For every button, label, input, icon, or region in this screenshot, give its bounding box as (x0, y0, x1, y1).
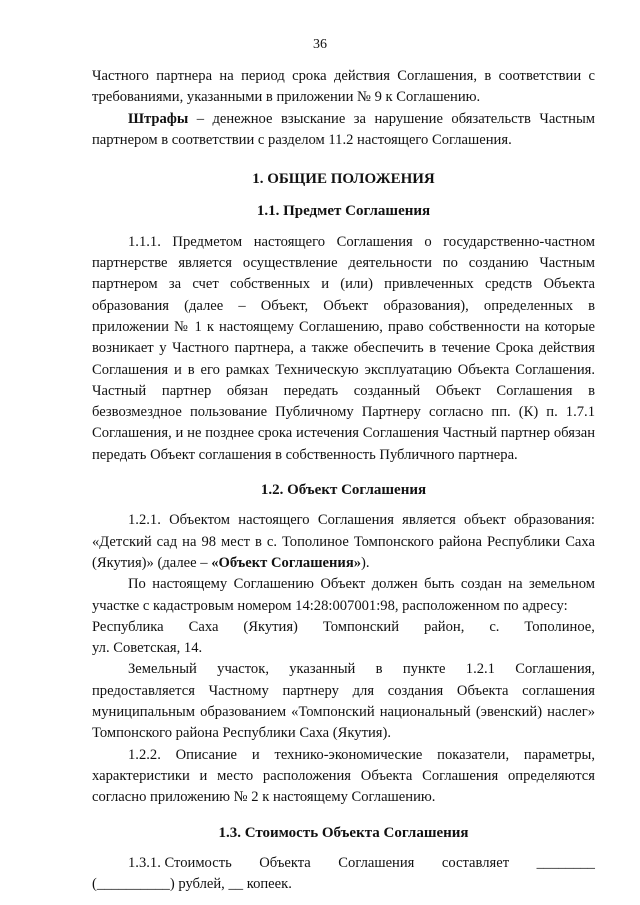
clause-1-1-1: 1.1.1. Предметом настоящего Соглашения о государственно-частном партнерстве является осуществление деятельности по созданию Частным партнером за счет собственных и (или) привлеченных средств Объекта образования (далее – Объект, Объект образования), определенных в приложении № 1 к настоящему Соглашению, право собственности на которые возникает у Частного партнера, а также обеспечить в течение Срока действия Соглашения и в его рамках Техническую эксплуатацию Объекта Соглашения. Частный партнер обязан передать созданный Объект Соглашения в безвозмездное пользование Публичному Партнеру согласно пп. (К) п. 1.7.1 Соглашения, и не позднее срока истечения Соглашения Частный партнер обязан передать Объект соглашения в собственность Публичного партнера. (92, 233, 595, 463)
address-word: Республика (92, 618, 164, 635)
page-number: 36 (313, 37, 327, 52)
fines-term: Штрафы (128, 110, 189, 127)
section-1-heading: 1. ОБЩИЕ ПОЛОЖЕНИЯ (252, 171, 435, 188)
clause-1-2-2: 1.2.2. Описание и технико-экономические показатели, параметры, характеристики и место расположения Объекта Соглашения определяются согласно приложению № 2 к настоящему Соглашению. (92, 746, 595, 806)
section-1-3-heading: 1.3. Стоимость Объекта Соглашения (218, 824, 469, 841)
address-word: район, (424, 618, 465, 635)
cost-blank: ________ (536, 854, 595, 871)
fines-text: – денежное взыскание за нарушение обязательств Частным партнером в соответствии с разделом 11.2 настоящего Соглашения. (92, 110, 595, 148)
address-street: ул. Советская, 14. (92, 640, 203, 657)
address-word: (Якутия) (243, 618, 298, 635)
clause-1-2-1-text: 1.2.1. Объектом настоящего Соглашения является объект образования: «Детский сад на 98 мест в с. Тополиное Томпонского района Республики Саха (Якутия)» (далее – (92, 512, 595, 571)
address-word: Саха (188, 618, 219, 635)
cost-word: 1.3.1. Стоимость (128, 854, 232, 871)
address-word: Тополиное, (524, 618, 595, 635)
section-1-1-heading: 1.1. Предмет Соглашения (256, 203, 431, 220)
page-content (92, 66, 595, 895)
clause-1-3-1-line (92, 853, 595, 874)
cost-word: Соглашения (338, 854, 415, 871)
land-plot-paragraph: Земельный участок, указанный в пункте 1.2.1 Соглашения, предоставляется Частному партнеру для создания Объекта соглашения муниципальным образованием «Томпонский национальный (эвенский) наслег» Томпонского района Республики Саха (Якутия). (92, 661, 595, 742)
cost-amount-line: (__________) рублей, __ копеек. (92, 876, 292, 893)
address-word: Томпонский (322, 618, 400, 635)
cost-word: Объекта (259, 854, 311, 871)
address-line (92, 617, 595, 638)
object-term: «Объект Соглашения» (211, 554, 362, 571)
clause-1-2-1 (92, 510, 595, 574)
cost-word: составляет (441, 854, 510, 871)
address-word: с. (489, 618, 500, 635)
cadastral-paragraph: По настоящему Соглашению Объект должен быть создан на земельном участке с кадастровым номером 14:28:007001:98, расположенном по адресу: (92, 576, 595, 614)
section-1-2-heading: 1.2. Объект Соглашения (260, 482, 427, 499)
fines-definition (92, 109, 595, 152)
intro-paragraph: Частного партнера на период срока действия Соглашения, в соответствии с требованиями, указанными в приложении № 9 к Соглашению. (92, 68, 595, 106)
clause-1-2-1-end: ). (361, 554, 370, 571)
